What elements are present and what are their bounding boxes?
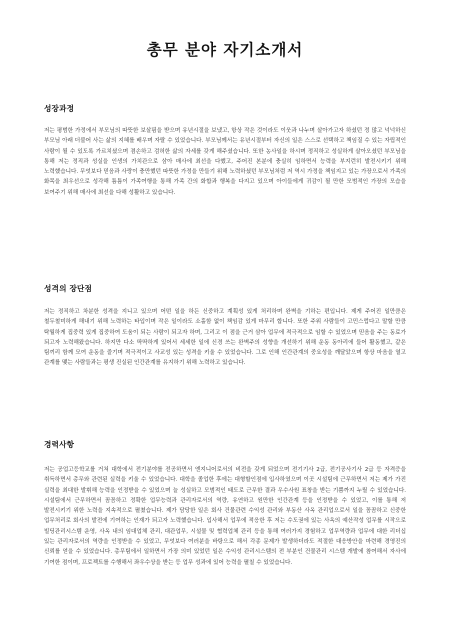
section-heading-personality: 성격의 장단점 xyxy=(44,284,93,293)
section-heading-career: 경력사항 xyxy=(44,440,75,449)
section-body-growth: 저는 평범한 가정에서 부모님의 따뜻한 보살핌을 받으며 유년시절을 보냈고, 항상 작은 것이라도 이웃과 나누며 살아가고자 하셨던 정 많고 넉넉하신 부모님 아래 더불어 사는 삶의 지혜를 배우며 자랄 수 있었습니다. 부모님께서는 유년시절부터 자신의 일은 스스로 선택하고 책임질 수 있는 자립적인 사람이 될 수 있도록 가르치셨으며 겸손하고 검허한 삶의 자세를 갖게 해주셨습니다. 또한 농사일을 하시며 정직하고 성실하게 살아오셨던 부모님을 통해 저는 정직과 성실을 인생의 가치관으로 삼아 매사에 최선을 다했고, 주어진 본분에 충실히 임하면서 능력을 부지런히 발전시키기 위해 노력했습니다. 무엇보다 믿음과 사랑이 충만했던 따뜻한 가정을 만들기 위해 노력하셨던 부모님처럼 저 역시 가정을 책임지고 있는 가장으로서 가족의 화목을 최우선으로 성각해 틈틈이 가족여행을 통해 가족 간의 화합과 행복을 다지고 있으며 아이들에게 귀감이 될 만한 모범적인 가장의 모습을 보여주기 위해 매사에 최선을 다해 성활하고 있습니다. xyxy=(44,128,406,196)
section-body-career: 저는 공업고등학교를 거쳐 대학에서 전기분야를 전공하면서 엔지니어로서의 비전을 갖게 되었으며 전기기사 2급, 전기공사기사 2급 등 자격증을 취득하면서 총무와 관련된 실력을 키울 수 있었습니다. 대학을 졸업한 후에는 대형할인점에 입사하였으며 이곳 시설팀에 근무하면서 저는 제가 가진 실력을 최대한 발휘해 능력을 인정받을 수 있었으며 늘 성실하고 모범적인 태도로 근무한 결과 우수사원 표창을 받는 기쁨까지 누릴 수 있었습니다. 시설팀에서 근무하면서 꼼꼼하고 정확한 업무능력과 관리자로서의 역량, 유연하고 원만한 인간관계 등을 인정받을 수 있었고, 이를 통해 저 발전시키기 위한 노력을 지속적으로 펼쳤습니다. 제가 담당한 일은 회사 건물관련 수익성 관리와 부동산 사옥 관리업으로서 일을 꼼꼼하고 신중한 업무처리로 회사의 발전에 기여하는 인재가 되고자 노력했습니다. 입사해서 업무에 적응한 후 저는 수도권에 있는 사옥의 예산작성 업무를 시작으로 빌딩관리시스템 운영, 사옥 내의 임대업체 관리, 대관업무, 시설물 및 협력업체 관리 등을 통해 여러가지 경험하고 업무역량과 업무에 대한 리더십 있는 관리자로서의 역량을 인정받을 수 있었고, 무엇보다 여러분을 바탕으로 해서 각종 문제가 발생하더라도 적절한 대응방안을 마련해 경영진의 신뢰를 얻을 수 있었습니다. 총무팀에서 일하면서 가장 의미 있었던 일은 수익성 관리시스템의 전 부분인 건물관리 시스템 개발에 참여해서 자사에 기여한 점이며, 프로젝트를 수행해서 좌우수상을 받는 등 업무 성과에 있어 능력을 펼칠 수 있었습니다. xyxy=(44,467,406,566)
section-heading-growth: 성장과정 xyxy=(44,104,75,113)
section-body-personality: 저는 정직하고 차분한 성격을 지니고 있으며 어떤 일을 하든 신중하고 계획성 있게 처리하며 완벽을 기하는 편입니다. 제게 주어진 일만큼은 철두철미하게 해내기 위해 노력하는 타입이며 작은 일이라도 소홀함 없이 책임감 있게 마무리 합니다. 또한 주위 사람들이 고민스럽다고 말할 만큼 탁월하게 집중력 있게 집중하여 도움이 되는 사람이 되고자 하며, 그리고 이 점을 근거 삼아 업무에 적극적으로 임할 수 있었으며 믿음을 주는 동료가 되고자 노력해왔습니다. 하지만 다소 딱딱하게 있어서 세세한 일에 신경 쓰는 완벽주의 성향을 개선하기 위해 운동 동아리에 들어 활동했고, 같은 팀끼리 함께 모여 운동을 즐기며 적극적이고 사교성 있는 성격을 키울 수 있었습니다. 그로 인해 인간관계의 중요성을 깨달았으며 항상 마음을 열고 관계를 맺는 사람들과는 평생 진실된 인간관계를 유지하기 위해 노력하고 있습니다. xyxy=(44,309,406,367)
document-title: 총무 분야 자기소개서 xyxy=(146,41,304,59)
